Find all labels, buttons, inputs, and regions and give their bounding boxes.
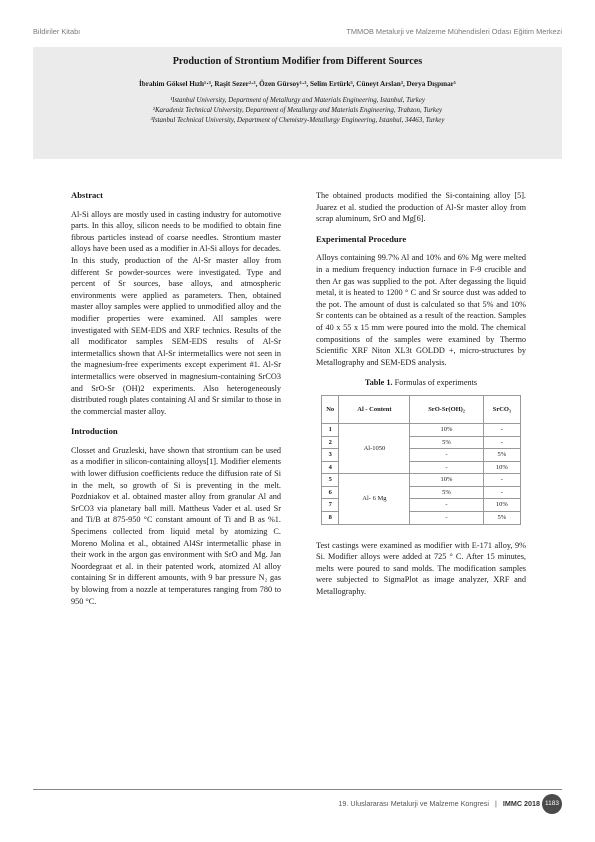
cell-no: 4 (322, 461, 339, 474)
paper-title: Production of Strontium Modifier from Different Sources (172, 56, 423, 67)
title-block (33, 47, 562, 159)
experimental-heading: Experimental Procedure (316, 233, 407, 244)
cell-sro: - (410, 461, 483, 474)
footer-divider (33, 789, 562, 790)
col-header-al-content: Al - Content (339, 395, 410, 423)
cell-al-content: Al-1050 (339, 423, 410, 473)
right-column (316, 190, 526, 607)
left-column (71, 190, 281, 616)
cell-al-content: Al- 6 Mg (339, 474, 410, 524)
footer-event: IMMC 2018 (502, 799, 540, 808)
cell-no: 5 (322, 474, 339, 487)
cell-no: 8 (322, 512, 339, 525)
table-header-row (322, 395, 521, 423)
cell-sro: - (410, 512, 483, 525)
abstract-heading: Abstract (71, 190, 103, 200)
cell-srco3: - (483, 436, 520, 449)
cell-srco3: 10% (483, 499, 520, 512)
cell-no: 7 (322, 499, 339, 512)
abstract-text: Al-Si alloys are mostly used in casting industry for automotive parts. In this alloy, silicon needs to be modified to obtain fine fibrous particles instead of coarse needles. Strontium master alloys have been used as a modifier in Al-Si alloys for decades. In this study, production of the Al-Sr master alloy from different Sr powder-sources were investigated. Type and percent of Sr sources, base alloys, and atmospheric environments were applied as parameters. Then, obtained master alloy samples were applied to unmodified alloy and the modifier properties were examined. All samples were investigated with SEM-EDS and XRF technics. Results of the all modificator samples SEM-EDS results of Al-Sr intermetallics shown that Al-Sr intermetallics were not seen in the magnesium-free experiments except experiment #1. Al-Sr intermetallics were observed in magnesium-containing SrCO3 and SrO-Sr (OH)2 experiments. Also heterogeneously distributed rough plates containing Al and Sr similar to those in the commercial master alloy. (71, 209, 281, 416)
table-caption-label: Table 1. (364, 378, 393, 388)
cell-sro: 5% (410, 486, 483, 499)
cell-srco3: - (483, 474, 520, 487)
table-caption-text: Formulas of experiments (392, 378, 478, 388)
cell-sro: 10% (410, 423, 483, 436)
footer-separator: | (494, 799, 497, 808)
cell-sro: - (410, 449, 483, 462)
table-row (322, 474, 521, 487)
col-header-sro: SrO-Sr(OH)₂ (410, 395, 483, 423)
page-footer (338, 799, 540, 808)
cell-srco3: - (483, 423, 520, 436)
after-table-text: Test castings were examined as modifier with E-171 alloy, 9% Si. Modifier alloys were added at 725 ° C. After 15 minutes, melts were poured to sand molds. The modification samples were subjected to SigmaPlot as image analyzer, XRF and Metallography. (316, 540, 526, 597)
table-row (322, 423, 521, 436)
cell-srco3: 10% (483, 461, 520, 474)
affiliation-3: ³Istanbul Technical University, Department of Chemistry-Metallurgy Engineering, Istanbul, 34463, Turkey (150, 117, 445, 124)
introduction-text: Closset and Gruzleski, have shown that strontium can be used as a modifier in silicon-containing alloys[1]. Modifier elements with lower diffusion coefficients reduce the diffusion rate of Si in the melt, so growth of Si is preventing in the melt. Pozdniakov et al. obtained master alloy from granular Al and SrCO3 via planetary ball mill. Mattheus Vader et al. used Sr and Ti/B at 875-950 °C constant amount of Ti and B as %1. Specimens collected from liquid metal by atomizing C. Moreno Molina et al., obtained Al4Sr intermetallic phase in their work in the argon gas environment with SrO and Mg. Jan Noordegraat et al. in their patented work, atomized Al alloy containing Sr in different amounts, with 9 bar pressure N₂ gas by blowing from a nozzle at temperatures ranging from 780 to 950 °C. (71, 445, 281, 606)
cell-sro: 5% (410, 436, 483, 449)
col-header-srco3: SrCO₃ (483, 395, 520, 423)
cell-sro: 10% (410, 474, 483, 487)
cell-no: 6 (322, 486, 339, 499)
cell-srco3: 5% (483, 512, 520, 525)
author-list: İbrahim Göksel Hızlı¹·³, Raşit Sezer²·³, Özen Gürsoy¹·³, Selim Ertürk³, Cüneyt Arslan³, Derya Dışpınar¹ (138, 80, 457, 88)
col-header-no: No (322, 395, 339, 423)
introduction-heading: Introduction (71, 426, 118, 437)
table-caption (316, 377, 526, 389)
affiliation-2: ²Karadeniz Technical University, Department of Metallurgy and Materials Engineering, Trabzon, Turkey (152, 107, 443, 114)
page-number-badge: 1183 (542, 794, 562, 814)
cell-srco3: - (483, 486, 520, 499)
affiliation-1: ¹Istanbul University, Department of Metallurgy and Materials Engineering, Istanbul, Turkey (170, 97, 425, 104)
cell-sro: - (410, 499, 483, 512)
cell-srco3: 5% (483, 449, 520, 462)
intro-continued-text: The obtained products modified the Si-containing alloy [5]. Juarez et al. studied the production of Al-Sr master alloy from scrap aluminum, SrO and Mg[6]. (316, 191, 526, 224)
footer-congress: 19. Uluslararası Metalurji ve Malzeme Kongresi (338, 799, 489, 808)
cell-no: 3 (322, 449, 339, 462)
running-header-left: Bildiriler Kitabı (33, 27, 81, 36)
cell-no: 2 (322, 436, 339, 449)
experiments-table (321, 395, 521, 525)
cell-no: 1 (322, 423, 339, 436)
running-header-right: TMMOB Metalurji ve Malzeme Mühendisleri Odası Eğitim Merkezi (346, 27, 562, 36)
experimental-text: Alloys containing 99.7% Al and 10% and 6% Mg were melted in a medium frequency induction furnace in F-9 crucible and then Ar gas was supplied to the pot. After degassing the liquid metal, it is heated to 1200 ° C and Sr source dust was added to the pot. The amount of dust is calculated so that 5% and 10% Sr contents can be obtained as a result of the reaction. Samples of 40 x 55 x 15 mm were poured into the mold. The chemical compositions of the samples were examined by Thermo Scientific XRF Niton XL3t GOLDD +, micro-structures by Metallography and SEM-EDS analysis. (316, 253, 526, 367)
